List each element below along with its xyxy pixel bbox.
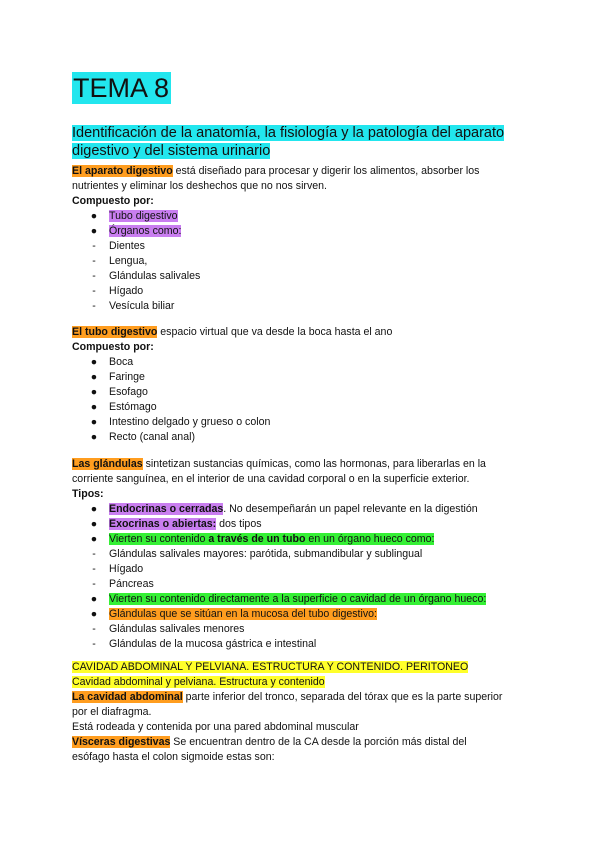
list-marker: ● <box>90 225 98 237</box>
list-item-text: Boca <box>109 356 134 368</box>
list-item <box>72 209 522 224</box>
list-marker: - <box>92 255 96 267</box>
list-item-text: . No desempeñarán un papel relevante en la digestión <box>223 503 478 515</box>
list-item-text: dos tipos <box>216 518 262 530</box>
list-item-text: Exocrinas o abiertas: <box>109 518 217 530</box>
highlighted-term: El tubo digestivo <box>72 326 158 338</box>
list-item <box>72 607 522 622</box>
paragraph: Las glándulas sintetizan sustancias químicas, como las hormonas, para liberarlas en la <box>72 458 486 470</box>
list-item <box>72 622 522 637</box>
paragraph: El tubo digestivo espacio virtual que va desde la boca hasta el ano <box>72 326 393 338</box>
list-marker: ● <box>90 401 98 413</box>
document-title: TEMA 8 <box>73 73 170 103</box>
list-marker: ● <box>90 503 98 515</box>
list-item-text: Endocrinas o cerradas <box>109 503 224 515</box>
list-marker: ● <box>90 386 98 398</box>
list-item-text: Vierten su contenido directamente a la superficie o cavidad de un órgano hueco: <box>109 593 487 605</box>
list-item-text: Órganos como: <box>109 225 182 237</box>
paragraph: Está rodeada y contenida por una pared abdominal muscular <box>72 721 359 733</box>
list-marker: - <box>92 270 96 282</box>
list-item <box>72 532 522 547</box>
subtitle-text: Identificación de la anatomía, la fisiología y la patología del aparato digestivo y del sistema urinario <box>72 125 505 159</box>
list-item-text: Intestino delgado y grueso o colon <box>109 416 271 428</box>
list-item-text: Páncreas <box>109 578 154 590</box>
highlighted-term: El aparato digestivo <box>72 165 173 177</box>
list-item <box>72 517 522 532</box>
list-item <box>72 239 522 254</box>
list-item-text: Lengua, <box>109 255 148 267</box>
list-item-text: Hígado <box>109 563 144 575</box>
highlighted-term: La cavidad abdominal <box>72 691 183 703</box>
list-item <box>72 355 522 370</box>
list-item <box>72 502 522 517</box>
list-item-text: Tubo digestivo <box>109 210 178 222</box>
paragraph-continuation: corriente sanguínea, en el interior de una cavidad corporal o en la superficie exterior. <box>72 473 470 485</box>
types-list <box>72 502 522 652</box>
list-item <box>72 430 522 445</box>
paragraph-continuation: por el diafragma. <box>72 706 152 718</box>
list-item-text: Glándulas salivales <box>109 270 201 282</box>
list-item <box>72 385 522 400</box>
list-item <box>72 254 522 269</box>
paragraph: Vísceras digestivas Se encuentran dentro de la CA desde la porción más distal del <box>72 736 467 748</box>
section-subheading: Cavidad abdominal y pelviana. Estructura y contenido <box>72 676 325 688</box>
list-item <box>72 224 522 239</box>
list-item <box>72 592 522 607</box>
list-marker: - <box>92 300 96 312</box>
list-item <box>72 299 522 314</box>
list-marker: ● <box>90 371 98 383</box>
list-item <box>72 577 522 592</box>
section-glandulas <box>72 457 522 652</box>
list-marker: - <box>92 578 96 590</box>
list-marker: - <box>92 548 96 560</box>
list-marker: ● <box>90 593 98 605</box>
list-item-text: Glándulas de la mucosa gástrica e intestinal <box>109 638 317 650</box>
list-item-text: Esofago <box>109 386 148 398</box>
list-marker: ● <box>90 431 98 443</box>
list-marker: - <box>92 563 96 575</box>
list-item-text: Dientes <box>109 240 145 252</box>
list-item <box>72 400 522 415</box>
section-cavidad-abdominal <box>72 660 522 765</box>
list-item-text: Glándulas que se sitúan en la mucosa del tubo digestivo: <box>109 608 377 620</box>
paragraph: La cavidad abdominal parte inferior del tronco, separada del tórax que es la parte superior <box>72 691 503 703</box>
list-marker: ● <box>90 518 98 530</box>
list-item-text: Hígado <box>109 285 144 297</box>
paragraph: El aparato digestivo está diseñado para procesar y digerir los alimentos, absorber los <box>72 165 480 177</box>
list-item-text: Glándulas salivales menores <box>109 623 245 635</box>
list-marker: - <box>92 240 96 252</box>
list-item-text: Vierten su contenido a través de un tubo en un órgano hueco como: <box>109 533 435 545</box>
paragraph-continuation: esófago hasta el colon sigmoide estas son: <box>72 751 275 763</box>
section-aparato-digestivo <box>72 164 522 314</box>
section-heading: CAVIDAD ABDOMINAL Y PELVIANA. ESTRUCTURA Y CONTENIDO. PERITONEO <box>72 661 469 673</box>
list-marker: ● <box>90 533 98 545</box>
highlighted-term: Las glándulas <box>72 458 143 470</box>
highlighted-term: Vísceras digestivas <box>72 736 171 748</box>
composition-list <box>72 209 522 314</box>
list-item <box>72 547 522 562</box>
list-item <box>72 415 522 430</box>
composition-list <box>72 355 522 445</box>
list-marker: ● <box>90 356 98 368</box>
list-marker: - <box>92 638 96 650</box>
paragraph-continuation: nutrientes y eliminar los deshechos que no nos sirven. <box>72 180 327 192</box>
list-item-text: Faringe <box>109 371 145 383</box>
document-subtitle <box>72 124 512 160</box>
list-marker: ● <box>90 210 98 222</box>
types-label: Tipos: <box>72 488 104 500</box>
composed-label: Compuesto por: <box>72 341 154 353</box>
list-marker: ● <box>90 608 98 620</box>
list-marker: - <box>92 285 96 297</box>
list-item-text: Glándulas salivales mayores: parótida, submandibular y sublingual <box>109 548 423 560</box>
list-item-text: Estómago <box>109 401 157 413</box>
list-item-text: Vesícula biliar <box>109 300 175 312</box>
list-item <box>72 562 522 577</box>
list-marker: - <box>92 623 96 635</box>
list-item <box>72 370 522 385</box>
list-item-text: Recto (canal anal) <box>109 431 195 443</box>
section-tubo-digestivo <box>72 325 522 445</box>
list-item <box>72 637 522 652</box>
composed-label: Compuesto por: <box>72 195 154 207</box>
list-item <box>72 284 522 299</box>
list-item <box>72 269 522 284</box>
list-marker: ● <box>90 416 98 428</box>
